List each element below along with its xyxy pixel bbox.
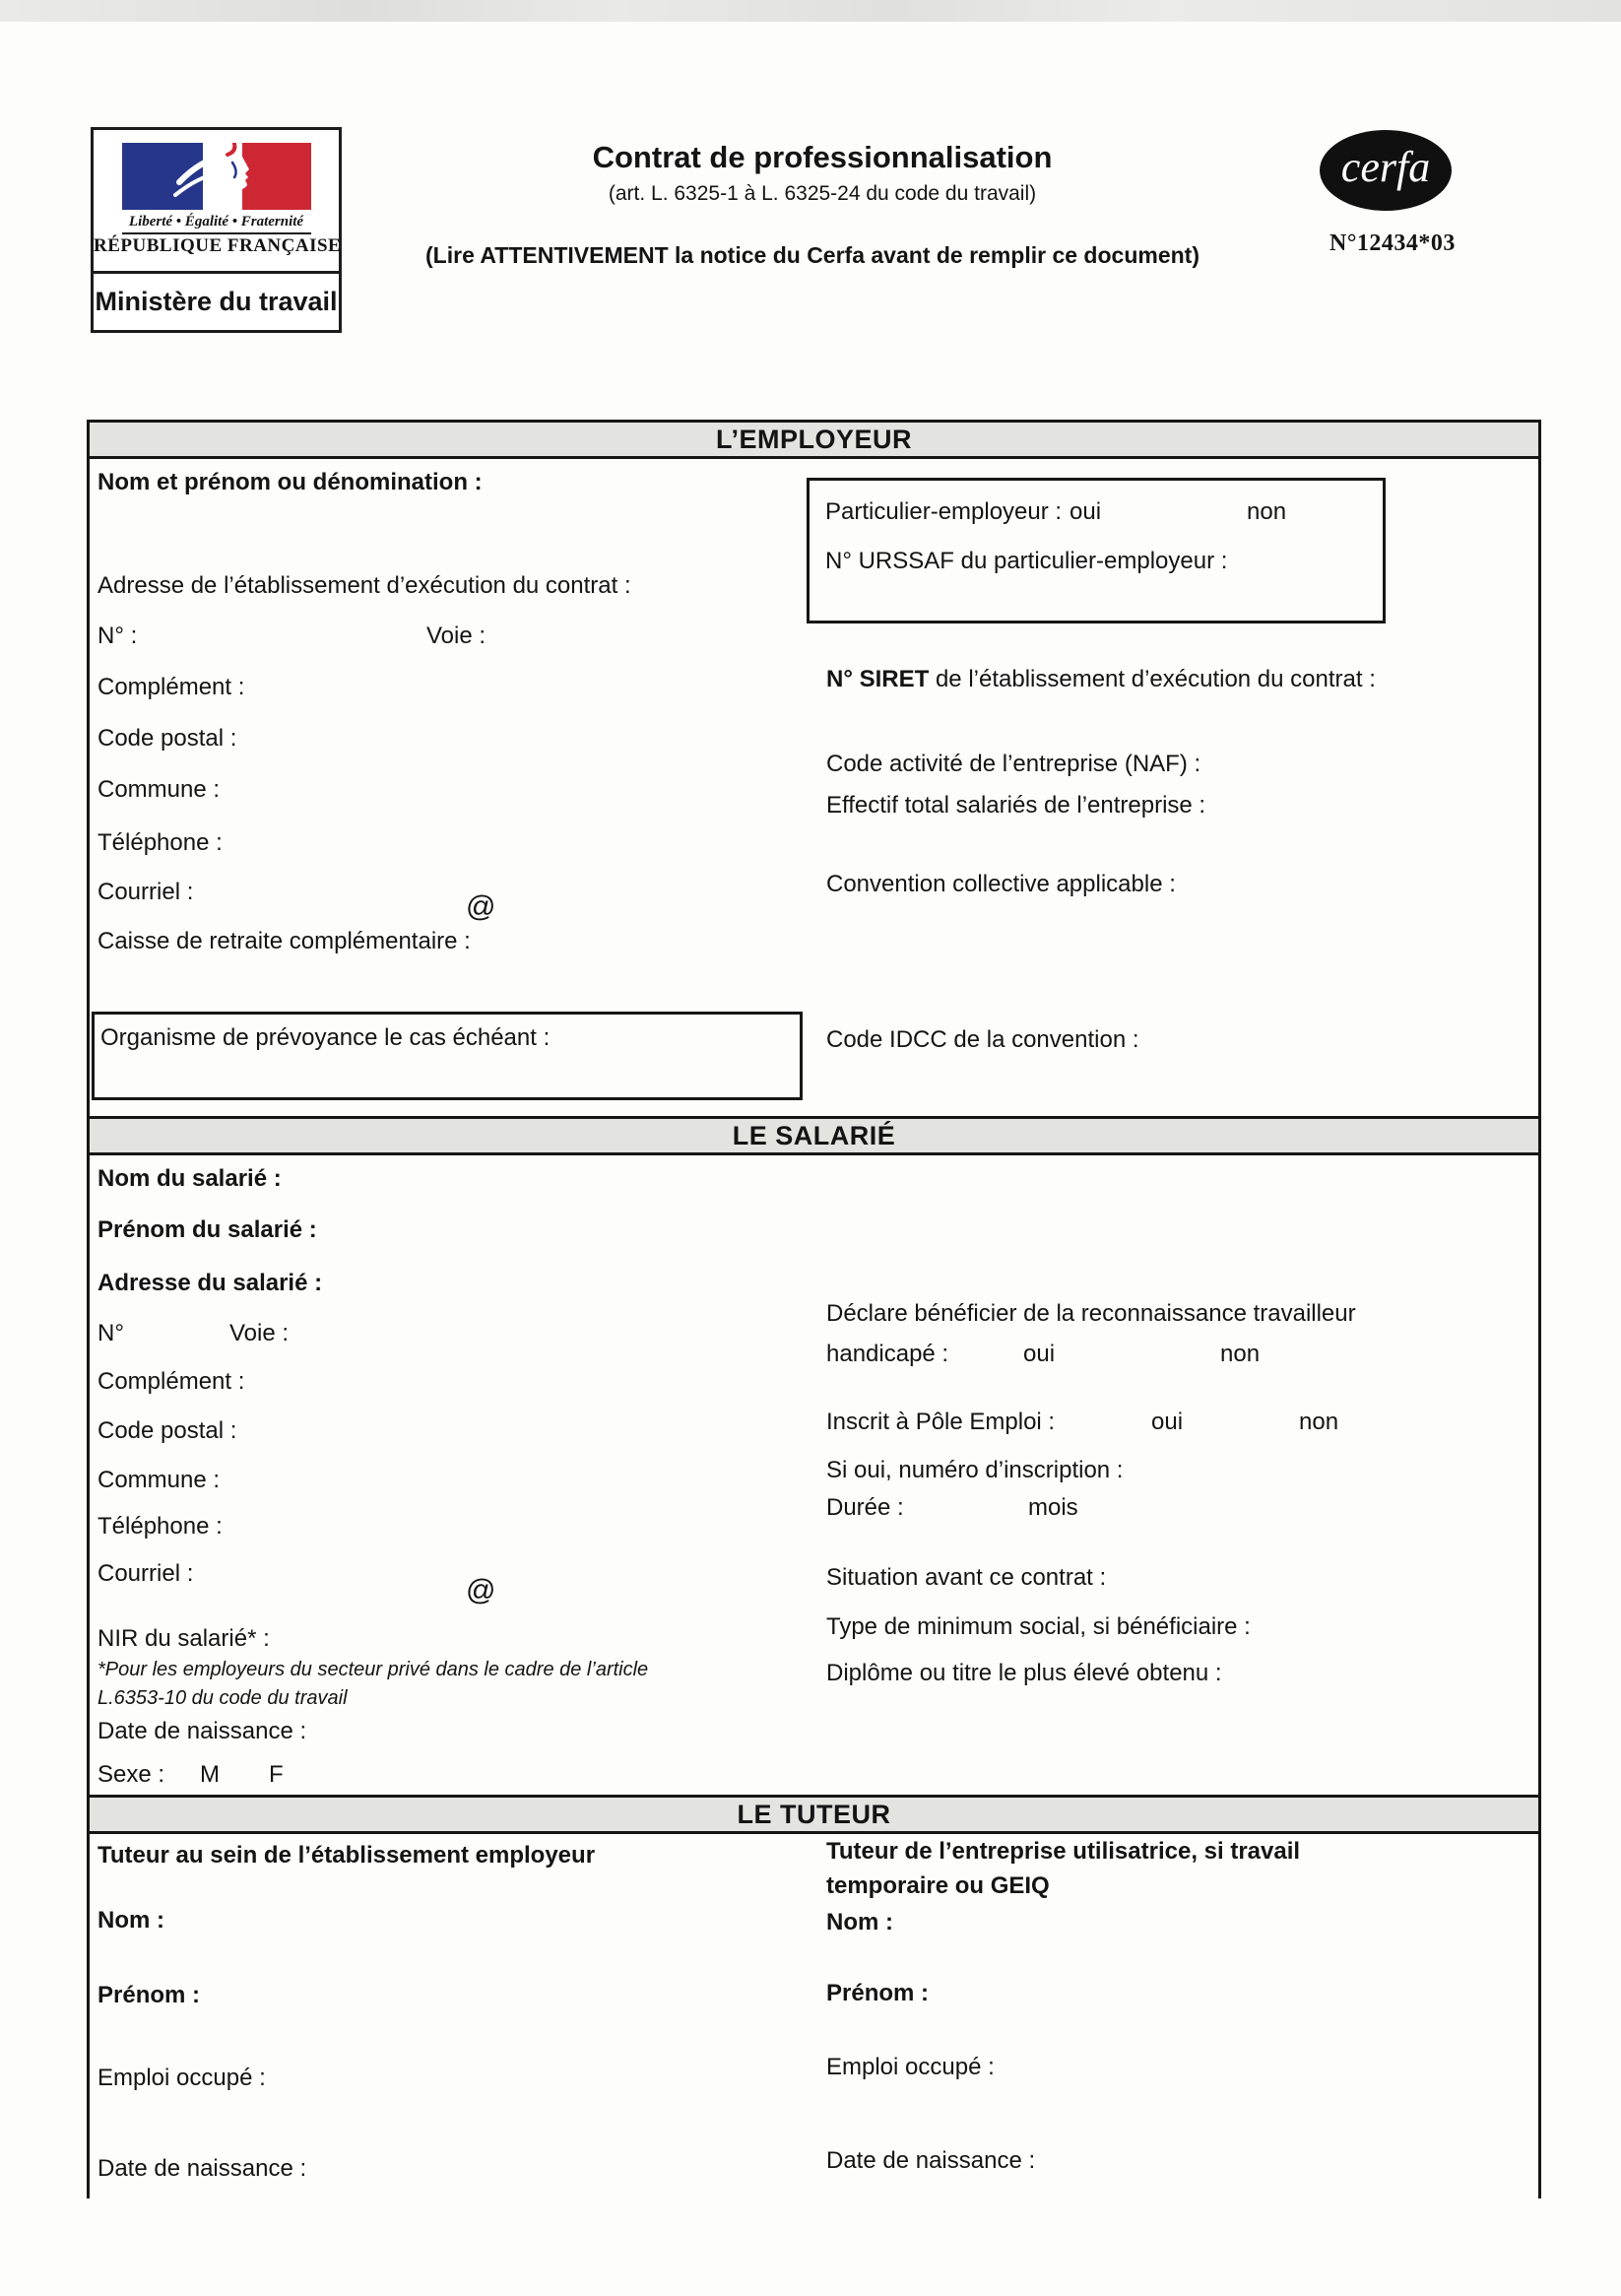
employer-name-label: Nom et prénom ou dénomination : <box>97 469 483 495</box>
pole-emploi-no: non <box>1299 1409 1339 1435</box>
social-minimum-label: Type de minimum social, si bénéficiaire : <box>826 1613 1251 1640</box>
scan-edge-artifact <box>0 0 1621 22</box>
form-body <box>87 420 1541 2198</box>
employer-pension-label: Caisse de retraite complémentaire : <box>97 928 471 954</box>
urssaf-label: N° URSSAF du particulier-employeur : <box>825 548 1228 574</box>
provident-org-box <box>92 1012 803 1100</box>
disabled-worker-no: non <box>1220 1341 1261 1367</box>
republique-francaise-logo-box <box>91 127 342 333</box>
individual-employer-box <box>807 478 1386 623</box>
registration-no-label: Si oui, numéro d’inscription : <box>826 1457 1124 1483</box>
diploma-label: Diplôme ou titre le plus élevé obtenu : <box>826 1660 1222 1686</box>
disabled-worker-label-line2: handicapé : <box>826 1341 949 1367</box>
employee-sex-f: F <box>269 1761 284 1788</box>
employee-street-label: Voie : <box>229 1320 290 1346</box>
employee-at-symbol: @ <box>466 1574 496 1607</box>
employer-complement-label: Complément : <box>97 674 245 700</box>
section-header-tutor: LE TUTEUR <box>90 1795 1538 1834</box>
document-notice: (Lire ATTENTIVEMENT la notice du Cerfa avant de remplir ce document) <box>425 242 1200 268</box>
pole-emploi-label: Inscrit à Pôle Emploi : <box>826 1409 1056 1435</box>
tutor-firstname-label: Prénom : <box>97 1982 201 2008</box>
individual-employer-label: Particulier-employeur : <box>825 498 1063 525</box>
employee-street-no-label: N° <box>97 1320 124 1346</box>
siret-label <box>826 666 1376 693</box>
employee-email-label: Courriel : <box>97 1560 194 1587</box>
employee-birthdate-label: Date de naissance : <box>97 1718 307 1744</box>
tutor-lastname-label: Nom : <box>97 1907 164 1934</box>
employee-sex-m: M <box>200 1761 220 1788</box>
idcc-label: Code IDCC de la convention : <box>826 1026 1139 1053</box>
tutor-temp-firstname-label: Prénom : <box>826 1980 930 2006</box>
siret-label-strong: N° SIRET <box>826 666 930 692</box>
cerfa-number: N°12434*03 <box>1329 230 1456 256</box>
logo-divider <box>122 232 311 234</box>
individual-employer-no: non <box>1247 498 1287 525</box>
document-title-block <box>394 140 1251 206</box>
employee-lastname-label: Nom du salarié : <box>97 1165 282 1192</box>
tutor-job-label: Emploi occupé : <box>97 2065 266 2091</box>
employer-phone-label: Téléphone : <box>97 829 223 856</box>
employer-commune-label: Commune : <box>97 776 221 803</box>
disabled-worker-yes: oui <box>1023 1341 1056 1367</box>
tutor-temp-lastname-label: Nom : <box>826 1909 893 1935</box>
employer-at-symbol: @ <box>466 890 496 923</box>
naf-label: Code activité de l’entreprise (NAF) : <box>826 751 1201 777</box>
employer-street-label: Voie : <box>426 623 486 649</box>
cerfa-block <box>1320 130 1477 257</box>
cerfa-logo-text: cerfa <box>1340 143 1431 191</box>
employer-street-no-label: N° : <box>97 623 138 649</box>
tutor-temp-title-line1: Tuteur de l’entreprise utilisatrice, si travail <box>826 1838 1301 1865</box>
headcount-label: Effectif total salariés de l’entreprise : <box>826 792 1206 819</box>
duration-label: Durée : <box>826 1494 904 1521</box>
employee-postal-label: Code postal : <box>97 1417 237 1444</box>
nir-label: NIR du salarié* : <box>97 1625 270 1652</box>
tutor-birthdate-label: Date de naissance : <box>97 2155 307 2182</box>
tutor-temp-title-line2: temporaire ou GEIQ <box>826 1872 1050 1899</box>
duration-unit-label: mois <box>1028 1494 1078 1521</box>
section-header-employee: LE SALARIÉ <box>90 1116 1538 1155</box>
individual-employer-yes: oui <box>1070 498 1102 525</box>
employer-email-label: Courriel : <box>97 879 194 905</box>
employee-commune-label: Commune : <box>97 1467 221 1493</box>
employer-address-label: Adresse de l’établissement d’exécution du contrat : <box>97 572 631 599</box>
tutor-employer-title: Tuteur au sein de l’établissement employeur <box>97 1842 596 1869</box>
section-header-employer: L’EMPLOYEUR <box>90 420 1538 459</box>
nir-footnote-line2: L.6353-10 du code du travail <box>97 1687 348 1709</box>
logo-republic-label: RÉPUBLIQUE FRANÇAISE <box>94 235 342 256</box>
disabled-worker-label-line1: Déclare bénéficier de la reconnaissance travailleur <box>826 1300 1356 1327</box>
ministry-label: Ministère du travail <box>94 271 339 330</box>
provident-org-label: Organisme de prévoyance le cas échéant : <box>100 1024 551 1051</box>
employee-complement-label: Complément : <box>97 1368 245 1395</box>
siret-label-rest: de l’établissement d’exécution du contrat : <box>929 666 1376 692</box>
logo-motto: Liberté • Égalité • Fraternité <box>128 214 304 230</box>
document-title: Contrat de professionnalisation <box>592 140 1053 174</box>
document-subtitle: (art. L. 6325-1 à L. 6325-24 du code du travail) <box>608 182 1037 205</box>
employee-address-label: Adresse du salarié : <box>97 1270 323 1296</box>
situation-label: Situation avant ce contrat : <box>826 1564 1107 1591</box>
cerfa-logo <box>1320 130 1452 211</box>
french-flag-marianne-icon <box>122 143 311 210</box>
pole-emploi-yes: oui <box>1151 1409 1184 1435</box>
employee-phone-label: Téléphone : <box>97 1513 223 1540</box>
employee-firstname-label: Prénom du salarié : <box>97 1216 317 1243</box>
tutor-temp-birthdate-label: Date de naissance : <box>826 2147 1036 2174</box>
tutor-temp-job-label: Emploi occupé : <box>826 2054 995 2080</box>
nir-footnote-line1: *Pour les employeurs du secteur privé dans le cadre de l’article <box>97 1659 649 1680</box>
collective-agreement-label: Convention collective applicable : <box>826 871 1176 897</box>
employer-postal-label: Code postal : <box>97 725 237 752</box>
employee-sex-label: Sexe : <box>97 1761 165 1788</box>
